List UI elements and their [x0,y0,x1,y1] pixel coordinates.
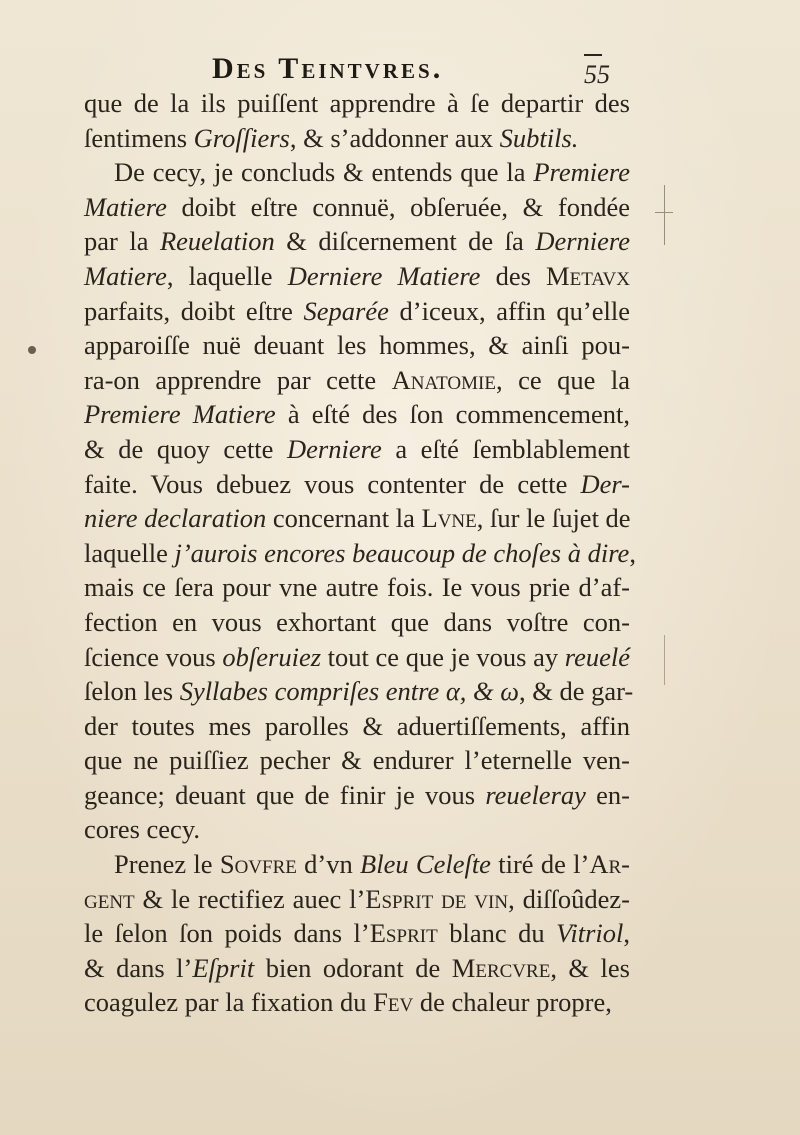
small-caps-run: Anatomie [391,364,496,395]
text-run: à eſté des ſon commencement, [275,399,630,430]
italic-run: obſeruiez [222,641,322,672]
italic-run: j’aurois encores beaucoup de choſes à dire [174,537,630,568]
text-run: & le rectifiez auec l’ [134,883,366,914]
text-line [84,121,630,156]
text-line [84,916,630,951]
italic-run: Bleu Celeſte [360,849,491,880]
text-run: coagulez par la fixation du [84,987,374,1018]
italic-run: Derniere [535,226,630,257]
text-line [84,294,630,329]
text-line [84,363,630,398]
text-run: , [629,537,636,568]
text-run: ra-on apprendre par cette [84,364,392,395]
small-caps-run: Sovfre [219,849,297,880]
text-run: en- [585,779,630,810]
italic-run: Premiere Matiere [84,399,276,430]
text-line [84,536,636,571]
small-caps-run: Esprit [369,918,438,949]
folio-rule [584,54,602,56]
text-run: ſentimens [84,122,194,153]
text-line [84,743,630,778]
text-line [84,847,630,882]
text-line [84,640,630,675]
text-run: , & s’addonner aux [289,122,500,153]
text-run: a eſté ſemblablement [381,433,630,464]
text-run: & de quoy cette [84,433,288,464]
text-run: d’vn [296,849,361,880]
italic-run: Eſprit [192,952,255,983]
text-run: bien odorant de [254,952,452,983]
text-run: par la [84,226,160,257]
italic-run: Der- [580,468,630,499]
margin-rule [664,185,665,245]
text-run: tiré de l’ [490,849,590,880]
text-line [84,86,630,121]
italic-run: Premiere [533,157,630,188]
text-line [84,882,630,917]
italic-run: Derniere [287,433,382,464]
margin-tick [655,212,673,213]
small-caps-run: gent [84,883,135,914]
text-line [84,397,630,432]
text-run: des [480,260,547,291]
text-line [84,224,630,259]
text-run: ſelon les [84,676,180,707]
body-text [84,86,636,1020]
text-run: , [623,918,630,949]
text-run: , diſſoûdez- [508,883,630,914]
text-line [84,605,630,640]
text-run: parfaits, doibt eſtre [84,295,304,326]
text-line [84,674,634,709]
italic-run: Reuelation [159,226,275,257]
italic-run: reuelé [564,641,630,672]
text-run: tout ce que je vous ay [321,641,565,672]
small-caps-run: Lvne [421,503,477,534]
text-line [84,432,630,467]
text-line [84,570,630,605]
text-run: laquelle [84,537,175,568]
text-run: der toutes mes parolles & aduertiſſements, affin [84,710,630,741]
italic-run: Separée [303,295,389,326]
text-line [84,812,630,847]
text-run: ſcience vous [84,641,223,672]
margin-rule-lower [664,635,665,685]
text-run: de chaleur propre, [413,987,612,1018]
small-caps-run: Fev [373,987,414,1018]
small-caps-run: Mercvre [451,952,551,983]
running-title: Des Teintvres. [212,52,444,85]
text-line [84,778,630,813]
italic-run: Derniere Matiere [287,260,481,291]
small-caps-run: Metavx [546,260,630,291]
text-run: d’iceux, affin qu’elle [388,295,630,326]
margin-ink-spot [28,346,36,354]
text-run: apparoiſſe nuë deuant les hommes, & ainſi pou- [84,330,630,361]
italic-run: Matiere [84,191,167,222]
text-line [84,501,630,536]
text-run: que ne puiſſiez pecher & endurer l’eternelle ven- [84,745,630,776]
text-line [84,951,630,986]
text-run: cores cecy. [84,814,200,845]
text-line [84,467,630,502]
text-run: mais ce ſera pour vne autre fois. Ie vous prie d’af- [84,572,630,603]
text-run: , & de gar- [518,676,634,707]
text-run: faite. Vous debuez vous contenter de cette [84,468,581,499]
text-run: & dans l’ [84,952,193,983]
text-run: & diſcernement de ſa [274,226,536,257]
text-run: que de la ils puiſſent apprendre à ſe departir des [84,88,630,118]
italic-run: Syllabes compriſes entre α, & ω [179,676,519,707]
text-run: le ſelon ſon poids dans l’ [84,918,370,949]
italic-run: niere declaration [84,503,267,534]
small-caps-run: Esprit de vin [365,883,509,914]
text-run: , laquelle [166,260,288,291]
text-run: , & les [550,952,630,983]
italic-run: Groſſiers [193,122,290,153]
page-number: 55 [584,60,610,89]
text-line [84,709,630,744]
text-run: geance; deuant que de finir je vous [84,779,486,810]
text-line [84,985,630,1020]
text-run: doibt eſtre connuë, obſeruée, & fondée [166,191,630,222]
small-caps-run: Ar- [589,849,630,880]
text-run: concernant la [266,503,422,534]
text-run: , ſur le ſujet de [476,503,631,534]
text-line [84,155,630,190]
text-line [84,259,630,294]
italic-run: reueleray [485,779,586,810]
text-run: De cecy, je concluds & entends que la [114,157,534,188]
text-run: Prenez le [114,849,220,880]
text-line [84,328,630,363]
italic-run: Vitriol [556,918,624,949]
text-run: fection en vous exhortant que dans voſtre con- [84,606,630,637]
italic-run: Matiere [84,260,167,291]
text-run: , ce que la [495,364,630,395]
text-run: blanc du [437,918,557,949]
italic-run: Subtils. [499,122,579,153]
text-line [84,190,630,225]
